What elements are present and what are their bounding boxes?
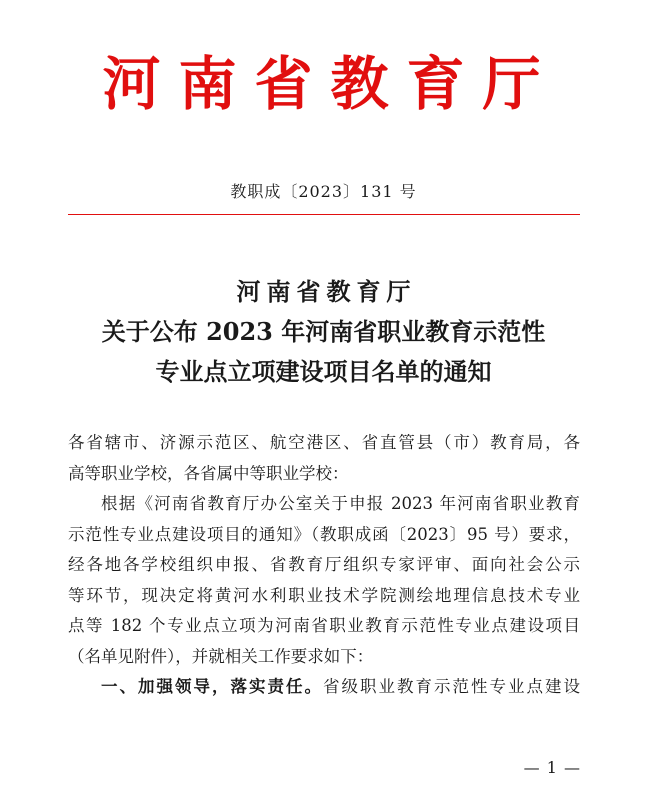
section-1-heading: 一、加强领导，落实责任。 xyxy=(101,677,323,696)
issuer-masthead: 河南省教育厅 xyxy=(102,50,559,118)
salutation-line-2: 高等职业学校，各省属中等职业学校： xyxy=(68,463,349,483)
document-number: 教职成〔2023〕131 号 xyxy=(230,182,417,201)
document-body xyxy=(68,428,580,703)
paragraph-1-line-6: （名单见附件），并就相关工作要求如下： xyxy=(68,646,374,666)
red-divider-line xyxy=(68,214,580,215)
paragraph-1-line-2: 示范性专业点建设项目的通知》（教职成函〔2023〕95 号）要求， xyxy=(68,524,580,544)
title-line-3: 专业点立项建设项目名单的通知 xyxy=(155,357,492,386)
document-title xyxy=(0,272,647,392)
page-number: — 1 — xyxy=(523,758,581,777)
paragraph-1-line-1: 根据《河南省教育厅办公室关于申报 2023 年河南省职业教育 xyxy=(101,494,580,513)
paragraph-1-line-5: 点等 182 个专业点立项为河南省职业教育示范性专业点建设项目 xyxy=(68,616,580,635)
title-line-1: 河南省教育厅 xyxy=(236,277,417,306)
section-1-paragraph xyxy=(68,672,580,703)
paragraph-1-line-4: 等环节，现决定将黄河水利职业技术学院测绘地理信息技术专业 xyxy=(68,585,580,605)
paragraph-1-line-3: 经各地各学校组织申报、省教育厅组织专家评审、面向社会公示 xyxy=(68,555,580,574)
title-line-2: 关于公布 2023 年河南省职业教育示范性 xyxy=(101,317,546,346)
section-1-text: 省级职业教育示范性专业点建设 xyxy=(323,677,580,696)
salutation-line-1: 各省辖市、济源示范区、航空港区、省直管县（市）教育局，各 xyxy=(68,433,580,452)
